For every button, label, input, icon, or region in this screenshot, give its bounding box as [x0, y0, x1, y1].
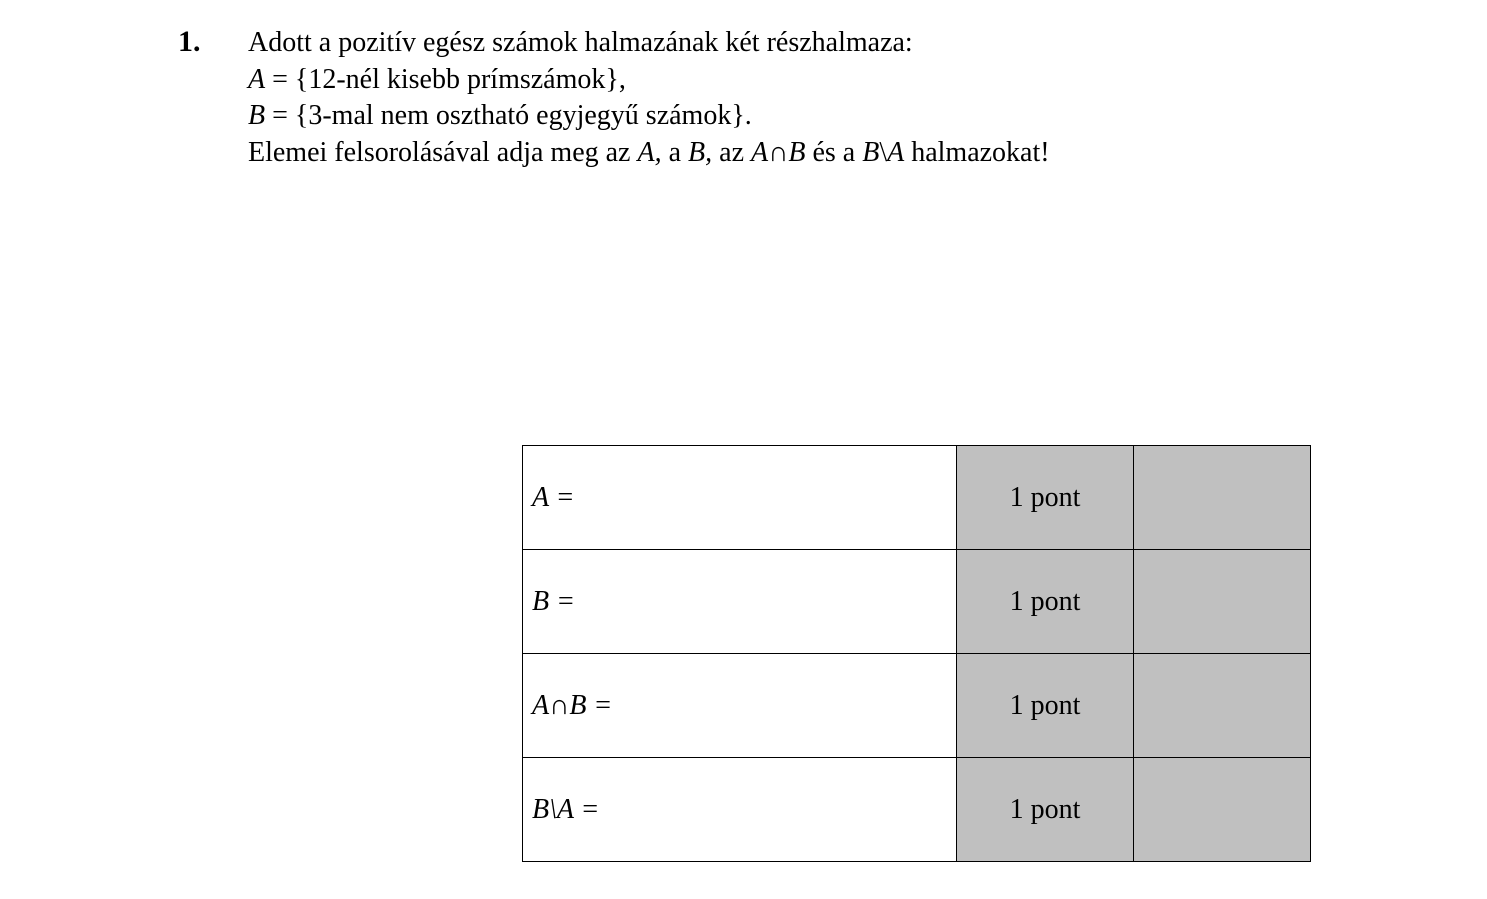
answer-field-b[interactable]: B =	[523, 550, 957, 654]
set-a-symbol: A	[248, 63, 266, 95]
instruction-text-4: és a	[805, 136, 863, 168]
score-cell	[1134, 654, 1311, 758]
task-statement	[248, 25, 1050, 171]
score-cell	[1134, 446, 1311, 550]
set-b-symbol: B	[248, 100, 266, 131]
task-intro: Adott a pozitív egész számok halmazának két részhalmaza:	[248, 27, 913, 58]
instruction-text-3: az	[712, 136, 751, 168]
table-row	[523, 758, 1311, 862]
answer-field-a[interactable]: A =	[523, 446, 957, 550]
set-b-description: = {3-mal nem osztható egyjegyű számok}.	[265, 100, 752, 131]
points-cell: 1 pont	[957, 446, 1134, 550]
instruction-difference-b: B	[862, 136, 880, 168]
instruction-text-5: halmazokat!	[904, 136, 1050, 168]
instruction-text-2: a	[661, 136, 689, 168]
answer-field-intersection[interactable]: A∩B =	[523, 654, 957, 758]
set-a-definition	[248, 62, 1050, 99]
instruction-intersection-a: A	[751, 136, 769, 168]
table-row	[523, 654, 1311, 758]
instruction-var-b: B,	[688, 136, 713, 168]
table-row	[523, 446, 1311, 550]
set-b-definition	[248, 98, 1050, 135]
answer-table	[522, 445, 1311, 862]
instruction-difference-a: A	[887, 136, 905, 168]
intersection-operator: ∩	[768, 136, 789, 168]
instruction-intersection-b: B	[788, 136, 806, 168]
points-cell: 1 pont	[957, 550, 1134, 654]
score-cell	[1134, 550, 1311, 654]
points-cell: 1 pont	[957, 758, 1134, 862]
points-cell: 1 pont	[957, 654, 1134, 758]
table-row	[523, 550, 1311, 654]
task-number: 1.	[178, 25, 201, 58]
set-a-description: = {12-nél kisebb prímszámok},	[265, 63, 626, 95]
instruction-var-a: A,	[637, 136, 662, 168]
answer-field-difference[interactable]: B\A =	[523, 758, 957, 862]
difference-operator: \	[879, 136, 888, 168]
instruction-text-1: Elemei felsorolásával adja meg az	[248, 136, 638, 168]
score-cell	[1134, 758, 1311, 862]
task-instruction	[248, 135, 1050, 172]
